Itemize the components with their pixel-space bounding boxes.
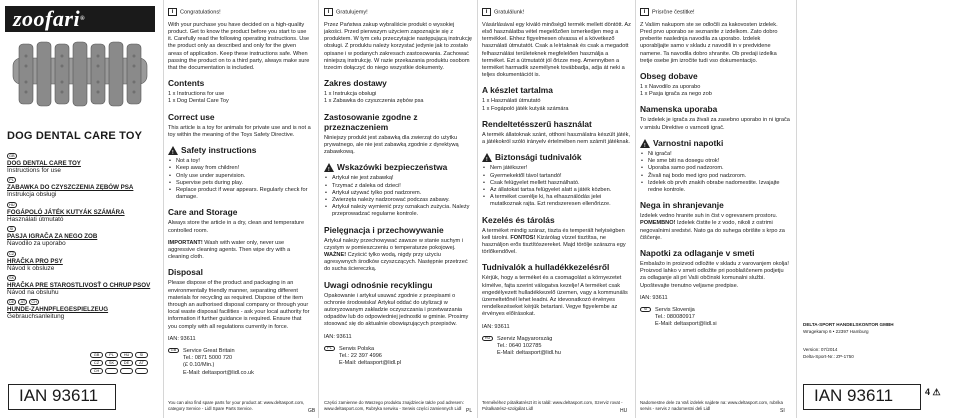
service-flag-icon: HU <box>482 336 493 341</box>
heading-care: Kezelés és tárolás <box>482 214 555 225</box>
country-flag-icon: SK <box>105 360 118 366</box>
service-block <box>640 307 790 329</box>
list-item: Serwis Polska <box>339 345 375 352</box>
country-flag-grid <box>90 352 148 374</box>
delta-sport-number: Delta-Sport-Nr.: ZP-1750 <box>803 354 854 359</box>
footer-hu: Termékéhez pótalkatrészt itt is talál: www.deltasport.com, Szerviz rovat - Pótalkatrész-szolgálat Lidl <box>482 400 623 411</box>
correct-use-text: This article is a toy for animals for private use and is not a toy within the meaning of the Toys Safety Directive. <box>168 124 311 138</box>
safety-list <box>640 151 790 194</box>
contents-list <box>640 84 790 98</box>
service-block <box>324 346 474 368</box>
list-item: • Csak felügyelet mellett használható. <box>482 180 632 187</box>
contents-list <box>482 98 632 112</box>
heading-care: Nega in shranjevanje <box>640 200 724 211</box>
country-flag-icon: CZ <box>9 250 15 256</box>
list-item: Tel.: 0640 102785 <box>497 343 542 350</box>
disposal-text: Opakowanie i artykuł usuwać zgodnie z przepisami o ochronie środowiska! Artykuł oddać do utylizacji w autoryzowanym zakładzie oczyszczania i przetwarzania odpadów lub do odpowiedniej jednostki w gminie. Prosimy stosować się do aktualnie obowiązujących przepisów. <box>324 292 469 328</box>
heading-contents: Contents <box>168 78 205 89</box>
country-flag-icon: SI <box>7 226 16 232</box>
language-doc-type: Instructions for use <box>7 167 61 174</box>
company-name: DELTA-SPORT HANDELSKONTOR GMBH <box>803 322 894 327</box>
language-entry <box>7 251 162 272</box>
list-item: • Ni igrača! <box>640 151 790 158</box>
heading-contents: Obseg dobave <box>640 70 698 81</box>
footer-pl: Części zamienne do Waszego produktu znajdziecie także pod adresem: www.deltasport.com, Rubryka serwisu - Serwis części zamiennych Lidl <box>324 400 464 411</box>
list-item: • Živali naj bodo med igro pod nadzorom. <box>640 173 790 180</box>
list-item: • Keep away from children! <box>168 165 311 172</box>
language-entry <box>7 177 162 198</box>
language-entry <box>7 226 162 247</box>
language-product-title: HRAČKA PRO PSY <box>7 257 63 265</box>
language-product-title: DOG DENTAL CARE TOY <box>7 160 81 167</box>
list-item: Tel.: 0871 5000 720 <box>183 355 233 362</box>
country-flag-icon: HU <box>9 201 15 207</box>
ian-line: IAN: 93611 <box>482 323 510 330</box>
product-photo <box>5 36 155 112</box>
language-doc-type: Návod na obsluhu <box>7 289 59 297</box>
page-mark-hu: HU <box>620 408 628 414</box>
service-flag-icon: GB <box>168 348 179 353</box>
page-mark-gb: GB <box>308 408 316 414</box>
safety-list <box>168 158 311 201</box>
heading-contents: A készlet tartalma <box>482 85 553 96</box>
country-flag-icon: PL <box>105 352 118 358</box>
column-divider <box>635 0 636 418</box>
ian-line: IAN: 93611 <box>168 335 196 342</box>
country-flag-icon: DE <box>120 360 133 366</box>
list-item: E-Mail: deltasport@lidl.si <box>655 321 717 328</box>
disposal-text: Kérjük, hogy a terméket és a csomagolást a környezetet kímélve, fajta szerint válogatva kezelje! A terméket csak engedélyezett hulladékkezelő üzemen, vagy a kommunális üzemeltetőnél lehet leadni. Az idevonatkozó érvényes rendelkezéseket kérjük betartani. Vegye figyelembe az érvényes előírásokat. <box>482 275 628 318</box>
heading-disposal: Napotki za odlaganje v smeti <box>640 248 755 259</box>
info-icon: i <box>640 8 649 16</box>
ian-line: IAN: 93611 <box>640 294 668 301</box>
country-flag-icon: CZ <box>90 360 103 366</box>
page-mark-si: SI <box>780 408 785 414</box>
info-icon: i <box>168 8 177 16</box>
list-item: 1 x Használati útmutató <box>482 98 541 105</box>
language-entry <box>7 275 162 296</box>
list-item: • Az állatokat tartsa felügyelet alatt a játék közben. <box>482 187 632 194</box>
heading-care: Pielęgnacja i przechowywanie <box>324 224 444 235</box>
language-product-title: HRAČKA PRE STAROSTLIVOSŤ O CHRUP PSOV <box>7 282 151 290</box>
list-item: Szerviz Magyarország <box>497 335 553 342</box>
language-product-title: ZABAWKA DO CZYSZCZENIA ZĘBÓW PSA <box>7 184 134 192</box>
list-item: 1 x Instrukcja obsługi <box>324 91 377 98</box>
version-info: Version: 07/2014 <box>803 347 838 352</box>
country-flag-icon: PL <box>7 177 16 183</box>
safety-list <box>324 175 474 218</box>
heading-correct-use: Zastosowanie zgodne z przeznaczeniem <box>324 111 418 132</box>
cover-title: DOG DENTAL CARE TOY <box>7 130 143 142</box>
service-block <box>482 336 632 358</box>
company-address: Wragekamp 6 • 22397 Hamburg <box>803 329 869 334</box>
list-item: 1 x Navodilo za uporabo <box>640 83 701 90</box>
list-item: Servis Slovenija <box>655 307 695 314</box>
language-doc-type: Návod k obsluze <box>7 264 55 272</box>
footer-gb: You can also find spare parts for your product at: www.deltasport.com, category Service - Lidl Spare Parts Service. <box>168 400 305 411</box>
list-item: • Uporaba samo pod nadzorom. <box>640 165 790 172</box>
list-item: E-Mail: deltasport@lidl.pl <box>339 360 401 367</box>
list-item: 1 x Pasja igrača za nego zob <box>640 91 712 98</box>
country-flag-icon: GB <box>9 153 15 158</box>
list-item: Tel.: 080080917 <box>655 314 695 321</box>
warning-icon <box>640 139 650 148</box>
column-divider <box>477 0 478 418</box>
list-item: • A terméket cserélje ki, ha elhasználódás jelei mutatkoznak rajta. Ezt rendszeresen ellenőrizze. <box>482 194 632 208</box>
disposal-text: Embalažo in proizvod odložite v skladu z varovanjem okolja! Proizvod lahko v smeti odložite pri pooblaščenem podjetju za odlaganje ali pri Vaši občinski komunalni službi. Upoštevajte trenutno veljavne predpise. <box>640 261 789 289</box>
heading-correct-use: Correct use <box>168 111 215 122</box>
list-item: • Artykuł nie jest zabawką! <box>324 175 474 182</box>
language-entry <box>7 299 162 320</box>
footer-si: Nadomestne dele za Vaš izdelek najdete na: www.deltasport.com, rubrika servis - servis z nadomestni deli Lidl <box>640 400 783 411</box>
age-warning-symbols: 4 ⚠ <box>925 387 941 397</box>
country-flag-icon: CH <box>90 368 103 374</box>
heading-disposal: Uwagi odnośnie recyklingu <box>324 279 433 290</box>
list-item: • Ne sme biti na dosegu otrok! <box>640 158 790 165</box>
country-flag-icon: CH <box>31 299 38 305</box>
list-item: Tel.: 22 397 4996 <box>339 353 382 360</box>
list-item: • Artykuł używać tylko pod nadzorem. <box>324 190 474 197</box>
column-divider <box>796 0 797 418</box>
list-item: E-Mail: deltasport@lidl.hu <box>497 350 561 357</box>
safety-list <box>482 165 632 208</box>
correct-use-text: Niniejszy produkt jest zabawką dla zwierząt do użytku prywatnego, ale nie jest zabawką zgodnie z dyrektywą zabawkową. <box>324 134 459 155</box>
info-icon: i <box>324 8 333 16</box>
list-item: 1 x Dog Dental Care Toy <box>168 98 229 105</box>
service-block <box>168 348 311 377</box>
list-item: 1 x Fogápoló játék kutyák számára <box>482 105 569 112</box>
warning-icon <box>324 163 334 172</box>
intro-text: Vásárlásával egy kiváló minőségű termék mellett döntött. Az első használatba vétel megelőzően ismerkedjen meg a termékkel. Ehhez figyelmesen olvassa el a következő használati útmutatót. Csak a leírtaknak és csak a megadott felhasználási területeknek megfelelően használja a terméket. Ezt a útmutatót jól őrizze meg. Amennyiben a terméket harmadik személynek továbbadja, adja át neki a teljes dokumentációt is. <box>482 21 631 79</box>
language-doc-type: Használati útmutató <box>7 215 64 223</box>
language-product-title: PASJA IGRAČA ZA NEGO ZOB <box>7 233 98 241</box>
list-item: Service Great Britain <box>183 348 235 355</box>
language-list <box>7 153 162 324</box>
contents-list <box>324 91 474 105</box>
correct-use-text: To izdelek je igrača za živali za zasebno uporabo in ni igrača v smislu Direktive o varnosti igrač. <box>640 117 790 131</box>
care-text: Always store the article in a dry, clean and temperature controlled room. <box>168 220 305 234</box>
list-item: • Trzymać z daleka od dzieci! <box>324 183 474 190</box>
country-flag-icon <box>120 368 133 374</box>
list-item: • Artykuł należy wymienić przy oznakach zużycia. Należy przeprowadzać regularne kontrole. <box>324 204 474 218</box>
list-item: • Izdelek ob prvih znakih obrabe nadomestite. Izvajajte redne kontrole. <box>640 180 790 194</box>
heading-disposal: Disposal <box>168 267 203 278</box>
list-item: (£ 0.10/Min.) <box>183 362 215 369</box>
language-doc-type: Navodilo za uporabo <box>7 240 66 248</box>
info-icon: i <box>482 8 491 16</box>
country-flag-icon: AT <box>135 360 148 366</box>
brand-logo: zoofari® <box>5 6 155 32</box>
page-mark-pl: PL <box>466 408 473 414</box>
list-item: • Zwierzęta należy nadzorować podczas zabawy. <box>324 197 474 204</box>
list-item: 1 x Zabawka do czyszczenia zębów psa <box>324 98 424 105</box>
service-flag-icon: SI <box>640 307 651 312</box>
language-doc-type: Gebrauchsanleitung <box>7 313 65 321</box>
language-entry <box>7 153 162 174</box>
country-flag-icon: AT <box>18 299 27 305</box>
intro-text: Z Vašim nakupom ste se odločili za kakovosten izdelek. Pred prvo uporabo se seznanite z izdelkom. Zato dobro preberite naslednja navodila za uporabo. Izdelek uporabljajte samo v skladu z navodili in v predvidene namene. Ta navodila dobro shranite. Ob predaji izdelka tretje osebe jim izročite tudi vso dokumentacijo. <box>640 21 778 64</box>
heading-care: Care and Storage <box>168 207 238 218</box>
correct-use-text: A termék állatoknak szánt, otthoni használatra készült játék, a játékokról szóló irányelv értelmében nem számít játéknak. <box>482 131 631 145</box>
list-item: • Supervise pets during play. <box>168 180 311 187</box>
list-item: 1 x Instructions for use <box>168 91 225 98</box>
country-flag-icon <box>105 368 118 374</box>
disposal-text: Please dispose of the product and packaging in an environmentally friendly manner, separating different materials for recycling as required. Dispose of the item through an authorised disposal company or through your local waste disposal facilities - ask your local authority for information if further guidance is required. Ensure that you comply with all regulations currently in force. <box>168 280 310 330</box>
country-flag-icon: GB <box>90 352 103 358</box>
language-doc-type: Instrukcja obsługi <box>7 191 57 199</box>
column-hu: i Gratulálunk! Vásárlásával egy kiváló minőségű termék mellett döntött. Az első használatba vétel megelőzően ismerkedjen meg a termékkel. Ehhez figyelmesen olvassa el a következő használati útmutatót. Csak a leírtaknak és csak a megadott felhasználási területeknek megfelelően használja a terméket. Ezt a útmutatót jól őrizze meg. Amennyiben a terméket harmadik személynek továbbadja, adja át neki a teljes dokumentációt is. A készlet tartalma 1 x Használati útmutató 1 x Fogápoló játék kutyák számára Rendeltetésszerű használat A termék állatoknak szánt, otthoni használatra készült játék, a játékokról szóló irányelv értelmében nem számít játéknak. !Biztonsági tudnivalók • Nem játékszer! • Gyermekektől távol tartandó! • Csak felügyelet mellett használható. • Az állatokat tartsa felügyelet alatt a játék közben. • A terméket cserélje ki, ha elhasználódás jelei mutatkoznak rajta. Ezt rendszeresen ellenőrizze. Kezelés és tárolás A terméket mindig száraz, tiszta és temperált helyiségben kell tárolni. FONTOS! Kizárólag vízzel tisztítsa, ne használjon erős tisztítószereket. Majd törölje szárazra egy törlőkendővel. Tudnivalók a hulladékkezelésről Kérjük, hogy a terméket és a csomagolást a környezetet kímélve, fajta szerint válogatva kezelje! A terméket csak engedélyezett hulladékkezelő üzemen, vagy a kommunális üzemeltetőnél lehet leadni. Az idevonatkozó érvényes rendelkezéseket kérjük betartani. Vegye figyelembe az érvényes előírásokat. IAN: 93611 HU Szerviz Magyarország Tel.: 0640 102785 E-Mail: deltasport@lidl.hu <box>482 8 632 403</box>
list-item: • Gyermekektől távol tartandó! <box>482 173 632 180</box>
list-item: • Replace product if wear appears. Regularly check for damage. <box>168 187 311 201</box>
warning-icon <box>482 153 492 162</box>
column-gb: i Congratulations! With your purchase you have decided on a high-quality product. Get to know the product before you start to use it. Carefully read the following operating instructions. Use the product only as described and only for the given areas of application. Keep these instructions safe. When passing the product on to a third party, always make sure that the documentation is included. Contents 1 x Instructions for use 1 x Dog Dental Care Toy Correct use This article is a toy for animals for private use and is not a toy within the meaning of the Toys Safety Directive. !Safety instructions • Not a toy! • Keep away from children! • Only use under supervision. • Supervise pets during play. • Replace product if wear appears. Regularly check for damage. Care and Storage Always store the article in a dry, clean and temperature controlled room. IMPORTANT! Wash with water only, never use aggressive cleaning agents. Then wipe dry with a cleaning cloth. Disposal Please dispose of the product and packaging in an environmentally friendly manner, separating different materials for recycling as required. Dispose of the item through an authorised disposal company or through your local waste disposal facilities - ask your local authority for information if further guidance is required. Ensure that you comply with all regulations currently in force. IAN: 93611 GB Service Great Britain Tel.: 0871 5000 720 (£ 0.10/Min.) E-Mail: deltasport@lidl.co.uk <box>168 8 311 403</box>
country-flag-icon: DE <box>9 299 15 305</box>
list-item: • Not a toy! <box>168 158 311 165</box>
country-flag-icon: SK <box>9 275 15 281</box>
country-flag-icon <box>135 368 148 374</box>
language-product-title: HUNDE-ZAHNPFLEGESPIELZEUG <box>7 306 109 314</box>
ian-number-back: IAN 93611 <box>803 384 921 410</box>
column-pl: i Gratulujemy! Przez Państwa zakup wybraliście produkt o wysokiej jakości. Przed pierwszym użyciem zapoznajcie się z produktem. W tym celu przeczytajcie następującą instrukcję obsługi. Z produktu należy korzystać jedynie jak to zostało opisane i w podanych zakresach zastosowania. Zachować niniejszą instrukcję. W razie przekazania produktu osobom trzecim dołączyć do niego wszystkie dokumenty. Zakres dostawy 1 x Instrukcja obsługi 1 x Zabawka do czyszczenia zębów psa Zastosowanie zgodne z przeznaczeniem Niniejszy produkt jest zabawką dla zwierząt do użytku prywatnego, ale nie jest zabawką zgodnie z dyrektywą zabawkową. !Wskazówki bezpieczeństwa • Artykuł nie jest zabawką! • Trzymać z daleka od dzieci! • Artykuł używać tylko pod nadzorem. • Zwierzęta należy nadzorować podczas zabawy. • Artykuł należy wymienić przy oznakach zużycia. Należy przeprowadzać regularne kontrole. Pielęgnacja i przechowywanie Artykuł należy przechowywać zawsze w stanie suchym i czystym w pomieszczeniu o temperaturze pokojowej. WAŻNE! Czyścić tylko wodą, nigdy przy użyciu agresywnych środków czyszczących. Następnie przetrzeć do sucha ściereczką. Uwagi odnośnie recyklingu Opakowanie i artykuł usuwać zgodnie z przepisami o ochronie środowiska! Artykuł oddać do utylizacji w autoryzowanym zakładzie oczyszczania i przetwarzania odpadów lub do odpowiedniej jednostki w gminie. Prosimy stosować się do aktualnie obowiązujących przepisów. IAN: 93611 PL Serwis Polska Tel.: 22 397 4996 E-Mail: deltasport@lidl.pl <box>324 8 474 403</box>
heading-contents: Zakres dostawy <box>324 78 387 89</box>
language-entry <box>7 202 162 223</box>
column-si: i Prisrčne čestitke! Z Vašim nakupom ste se odločili za kakovosten izdelek. Pred prvo uporabo se seznanite z izdelkom. Zato dobro preberite naslednja navodila za uporabo. Izdelek uporabljajte samo v skladu z navodili in v predvidene namene. Ta navodila dobro shranite. Ob predaji izdelka tretje osebe jim izročite tudi vso dokumentacijo. Obseg dobave 1 x Navodilo za uporabo 1 x Pasja igrača za nego zob Namenska uporaba To izdelek je igrača za živali za zasebno uporabo in ni igrača v smislu Direktive o varnosti igrač. !Varnostni napotki • Ni igrača! • Ne sme biti na dosegu otrok! • Uporaba samo pod nadzorom. • Živali naj bodo med igro pod nadzorom. • Izdelek ob prvih znakih obrabe nadomestite. Izvajajte redne kontrole. Nega in shranjevanje Izdelek vedno hranite suh in čist v ogrevanem prostoru. POMEMBNO! Izdelek čistite le z vodo, nikoli z ostrimi negovalnimi sredstvi. Nato ga do suhega obrišite s krpo za čiščenje. Napotki za odlaganje v smeti Embalažo in proizvod odložite v skladu z varovanjem okolja! Proizvod lahko v smeti odložite pri pooblaščenem podjetju za odlaganje ali pri Vaši občinski komunalni službi. Upoštevajte trenutno veljavne predpise. IAN: 93611 SI Servis Slovenija Tel.: 080080917 E-Mail: deltasport@lidl.si <box>640 8 790 403</box>
intro-text: With your purchase you have decided on a high-quality product. Get to know the product before you start to use it. Carefully read the following operating instructions. Use the product only as described and only for the given areas of application. Keep these instructions safe. When passing the product on to a third party, always make sure that the documentation is included. <box>168 21 310 71</box>
heading-disposal: Tudnivalók a hulladékkezelésről <box>482 262 610 273</box>
ian-number-cover: IAN 93611 <box>8 384 116 410</box>
heading-correct-use: Rendeltetésszerű használat <box>482 118 592 129</box>
ian-line: IAN: 93611 <box>324 333 352 340</box>
list-item: • Nem játékszer! <box>482 165 632 172</box>
country-flag-icon: SI <box>135 352 148 358</box>
warning-icon <box>168 146 178 155</box>
country-flag-icon: HU <box>120 352 133 358</box>
column-divider <box>163 0 164 418</box>
heading-correct-use: Namenska uporaba <box>640 104 718 115</box>
language-product-title: FOGÁPOLÓ JÁTÉK KUTYÁK SZÁMÁRA <box>7 208 125 216</box>
list-item: • Only use under supervision. <box>168 173 311 180</box>
intro-text: Przez Państwa zakup wybraliście produkt o wysokiej jakości. Przed pierwszym użyciem zapoznajcie się z produktem. W tym celu przeczytajcie następującą instrukcję obsługi. Z produktu należy korzystać jedynie jak to zostało opisane i w podanych zakresach zastosowania. Zachować niniejszą instrukcję. W razie przekazania produktu osobom trzecim dołączyć do niego wszystkie dokumenty. <box>324 21 472 71</box>
service-flag-icon: PL <box>324 346 335 351</box>
contents-list <box>168 91 311 105</box>
list-item: E-Mail: deltasport@lidl.co.uk <box>183 369 254 376</box>
column-divider <box>318 0 319 418</box>
